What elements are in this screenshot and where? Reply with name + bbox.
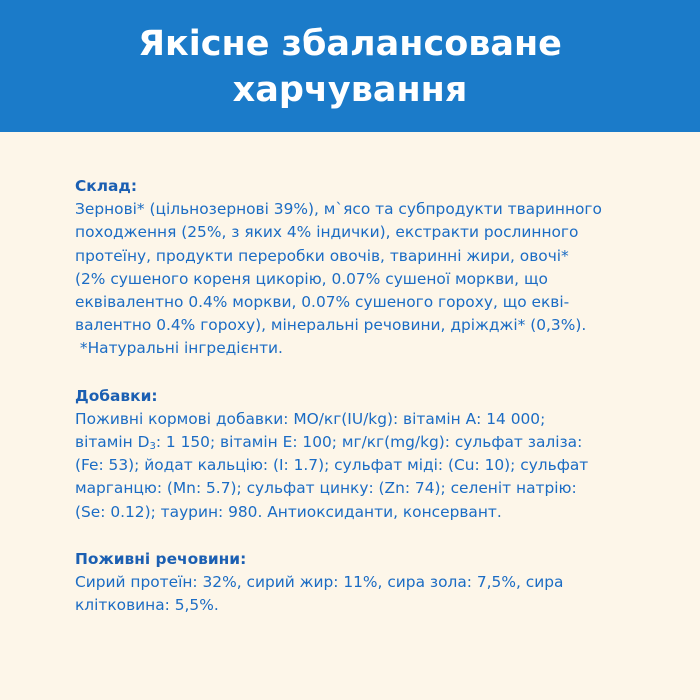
additives-heading: Добавки: bbox=[75, 386, 158, 405]
text-line: походження (25%, з яких 4% індички), екстракти рослинного bbox=[75, 223, 579, 242]
nutrients-section bbox=[75, 548, 635, 618]
header-banner bbox=[0, 0, 700, 132]
text-line: Поживні кормові добавки: МО/кг(IU/kg): вітамін А: 14 000; bbox=[75, 409, 546, 428]
text-line: валентно 0.4% гороху), мінеральні речовини, дріжджі* (0,3%). bbox=[75, 316, 587, 335]
additives-text bbox=[75, 408, 635, 524]
text-line: (Fe: 53); йодат кальцію: (I: 1.7); сульфат міді: (Cu: 10); сульфат bbox=[75, 456, 589, 475]
banner-title bbox=[138, 21, 562, 113]
text-line: (2% сушеного кореня цикорію, 0.07% сушеної моркви, що bbox=[75, 269, 548, 288]
banner-title-line: харчування bbox=[232, 70, 468, 110]
text-fragment: : 1 150; вітамін Е: 100; мг/кг(mg/kg): сульфат заліза: bbox=[155, 433, 583, 452]
additives-section bbox=[75, 385, 635, 524]
vitamin-d-label: вітамін D bbox=[75, 433, 150, 452]
content-area bbox=[75, 175, 635, 617]
text-line: еквівалентно 0.4% моркви, 0.07% сушеного гороху, що екві- bbox=[75, 293, 570, 312]
composition-section bbox=[75, 175, 635, 361]
composition-text bbox=[75, 198, 635, 360]
vitamin-d-subscript: 3 bbox=[149, 441, 156, 453]
text-line bbox=[75, 431, 635, 454]
banner-title-line: Якісне збалансоване bbox=[138, 24, 562, 64]
text-line: (Se: 0.12); таурин: 980. Антиоксиданти, консервант. bbox=[75, 502, 502, 521]
nutrients-heading: Поживні речовини: bbox=[75, 549, 247, 568]
text-line: клітковина: 5,5%. bbox=[75, 596, 219, 615]
text-line: марганцю: (Mn: 5.7); сульфат цинку: (Zn: 74); селеніт натрію: bbox=[75, 479, 577, 498]
text-line: протеїну, продукти переробки овочів, тваринні жири, овочі* bbox=[75, 246, 569, 265]
nutrients-text bbox=[75, 571, 635, 617]
composition-heading: Склад: bbox=[75, 177, 137, 195]
text-line: Зернові* (цільнозернові 39%), м`ясо та субпродукти тваринного bbox=[75, 200, 602, 219]
text-line: Сирий протеїн: 32%, сирий жир: 11%, сира зола: 7,5%, сира bbox=[75, 573, 564, 592]
footnote-line: *Натуральні інгредієнти. bbox=[75, 339, 283, 358]
